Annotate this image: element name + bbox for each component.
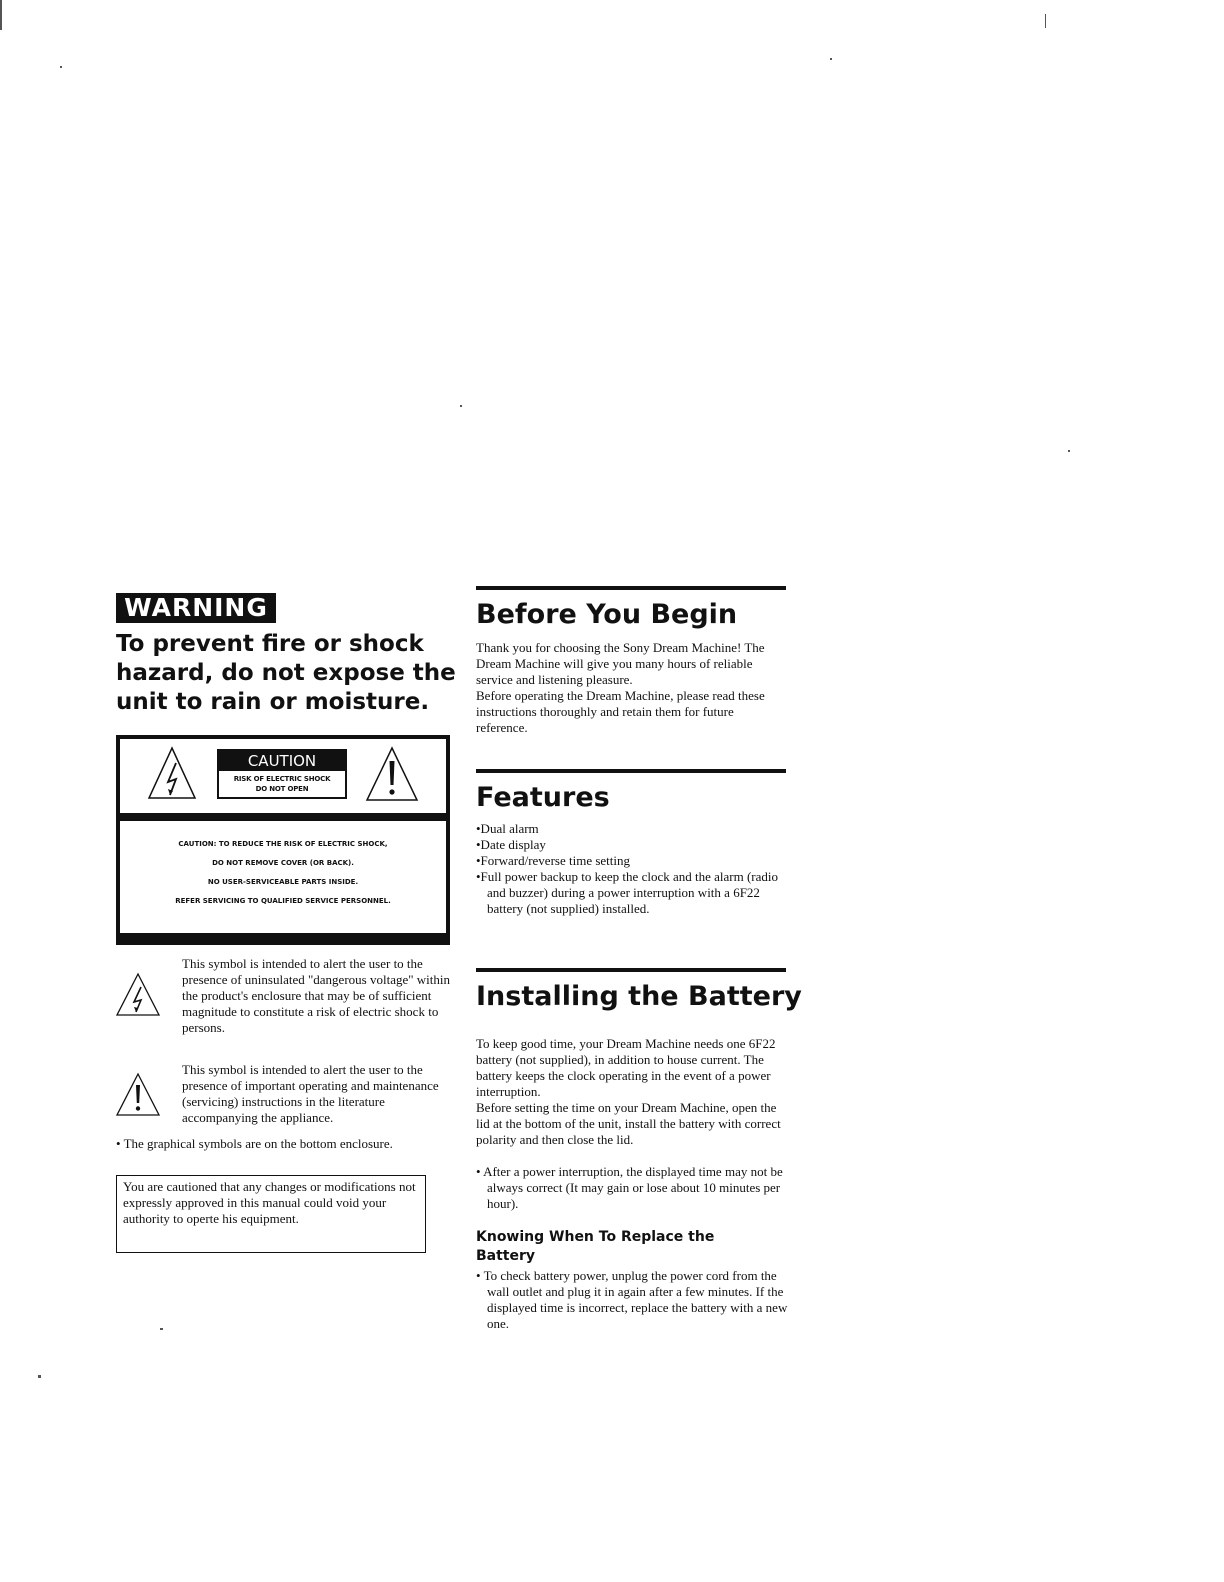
- list-item: •Date display: [476, 837, 546, 852]
- scan-speck: [830, 58, 832, 60]
- caution-risk-line2: DO NOT OPEN: [255, 785, 309, 793]
- paragraph: Thank you for choosing the Sony Dream Machine! The Dream Machine will give you many hours of reliable service and listening pleasure.: [476, 640, 765, 687]
- section-rule: [476, 968, 786, 972]
- caution-line: CAUTION: TO REDUCE THE RISK OF ELECTRIC SHOCK,: [178, 840, 388, 848]
- lightning-triangle-icon: [146, 745, 198, 801]
- list-item: •Dual alarm: [476, 821, 539, 836]
- caution-line: NO USER-SERVICEABLE PARTS INSIDE.: [207, 878, 359, 886]
- features-list: [476, 821, 788, 917]
- installing-battery-text: [476, 1036, 788, 1148]
- exclamation-triangle-icon: [114, 1072, 162, 1118]
- warning-badge: WARNING: [116, 593, 276, 623]
- caution-label-top: [120, 739, 446, 821]
- replace-battery-list: [476, 1268, 788, 1332]
- battery-note-list: [476, 1164, 788, 1212]
- modification-caution-note: You are cautioned that any changes or modifications not expressly approved in this manual could void your authority to operte his equipment.: [116, 1175, 426, 1253]
- symbol-description: This symbol is intended to alert the user to the presence of important operating and maintenance (servicing) instructions in the literature accompanying the appliance.: [182, 1062, 439, 1125]
- caution-title: CAUTION: [219, 751, 345, 771]
- list-item: •Full power backup to keep the clock and the alarm (radio and buzzer) during a power interruption with a 6F22 battery (not supplied) installed.: [476, 869, 779, 916]
- warning-heading: To prevent fire or shock hazard, do not expose the unit to rain or moisture.: [116, 631, 456, 715]
- paragraph: Before operating the Dream Machine, please read these instructions thoroughly and retain them for future reference.: [476, 688, 765, 735]
- list-item: • After a power interruption, the displayed time may not be always correct (It may gain or lose about 10 minutes per hour).: [476, 1164, 783, 1211]
- list-item: • To check battery power, unplug the power cord from the wall outlet and plug it in again after a few minutes. If the displayed time is incorrect, replace the battery with a new one.: [476, 1268, 788, 1331]
- caution-label-bottom: [120, 933, 446, 941]
- features-heading: Features: [476, 782, 610, 813]
- section-rule: [476, 586, 786, 590]
- scan-speck: [460, 405, 462, 407]
- scan-speck: [38, 1375, 41, 1378]
- scan-speck: [160, 1328, 163, 1330]
- lightning-triangle-icon: [114, 972, 162, 1018]
- caution-box: [217, 749, 347, 799]
- scan-edge-mark: [0, 0, 2, 30]
- caution-risk-line1: RISK OF ELECTRIC SHOCK: [233, 775, 331, 783]
- exclamation-triangle-icon: [364, 745, 420, 803]
- replace-battery-subheading: Knowing When To Replace the Battery: [476, 1229, 715, 1264]
- paragraph: To keep good time, your Dream Machine needs one 6F22 battery (not supplied), in addition to house current. The battery keeps the clock operating in the event of a power interruption.: [476, 1036, 776, 1099]
- scan-speck: [1068, 450, 1070, 452]
- before-you-begin-text: [476, 640, 788, 736]
- caution-line: DO NOT REMOVE COVER (OR BACK).: [212, 859, 354, 867]
- section-rule: [476, 769, 786, 773]
- list-item: •Forward/reverse time setting: [476, 853, 631, 868]
- caution-label: [116, 735, 450, 945]
- scan-speck: [60, 66, 62, 68]
- symbol-description: This symbol is intended to alert the user to the presence of uninsulated "dangerous voltage" within the product's enclosure that may be of sufficient magnitude to constitute a risk of electric shock to persons.: [182, 956, 451, 1035]
- before-you-begin-heading: Before You Begin: [476, 599, 738, 630]
- caution-text-block: [120, 835, 446, 911]
- paragraph: Before setting the time on your Dream Machine, open the lid at the bottom of the unit, install the battery with correct polarity and then close the lid.: [476, 1100, 781, 1147]
- installing-battery-heading: Installing the Battery: [476, 981, 802, 1012]
- graphical-symbols-note: • The graphical symbols are on the bottom enclosure.: [116, 1136, 393, 1151]
- scan-speck: [1045, 14, 1046, 28]
- caution-line: REFER SERVICING TO QUALIFIED SERVICE PERSONNEL.: [175, 897, 391, 905]
